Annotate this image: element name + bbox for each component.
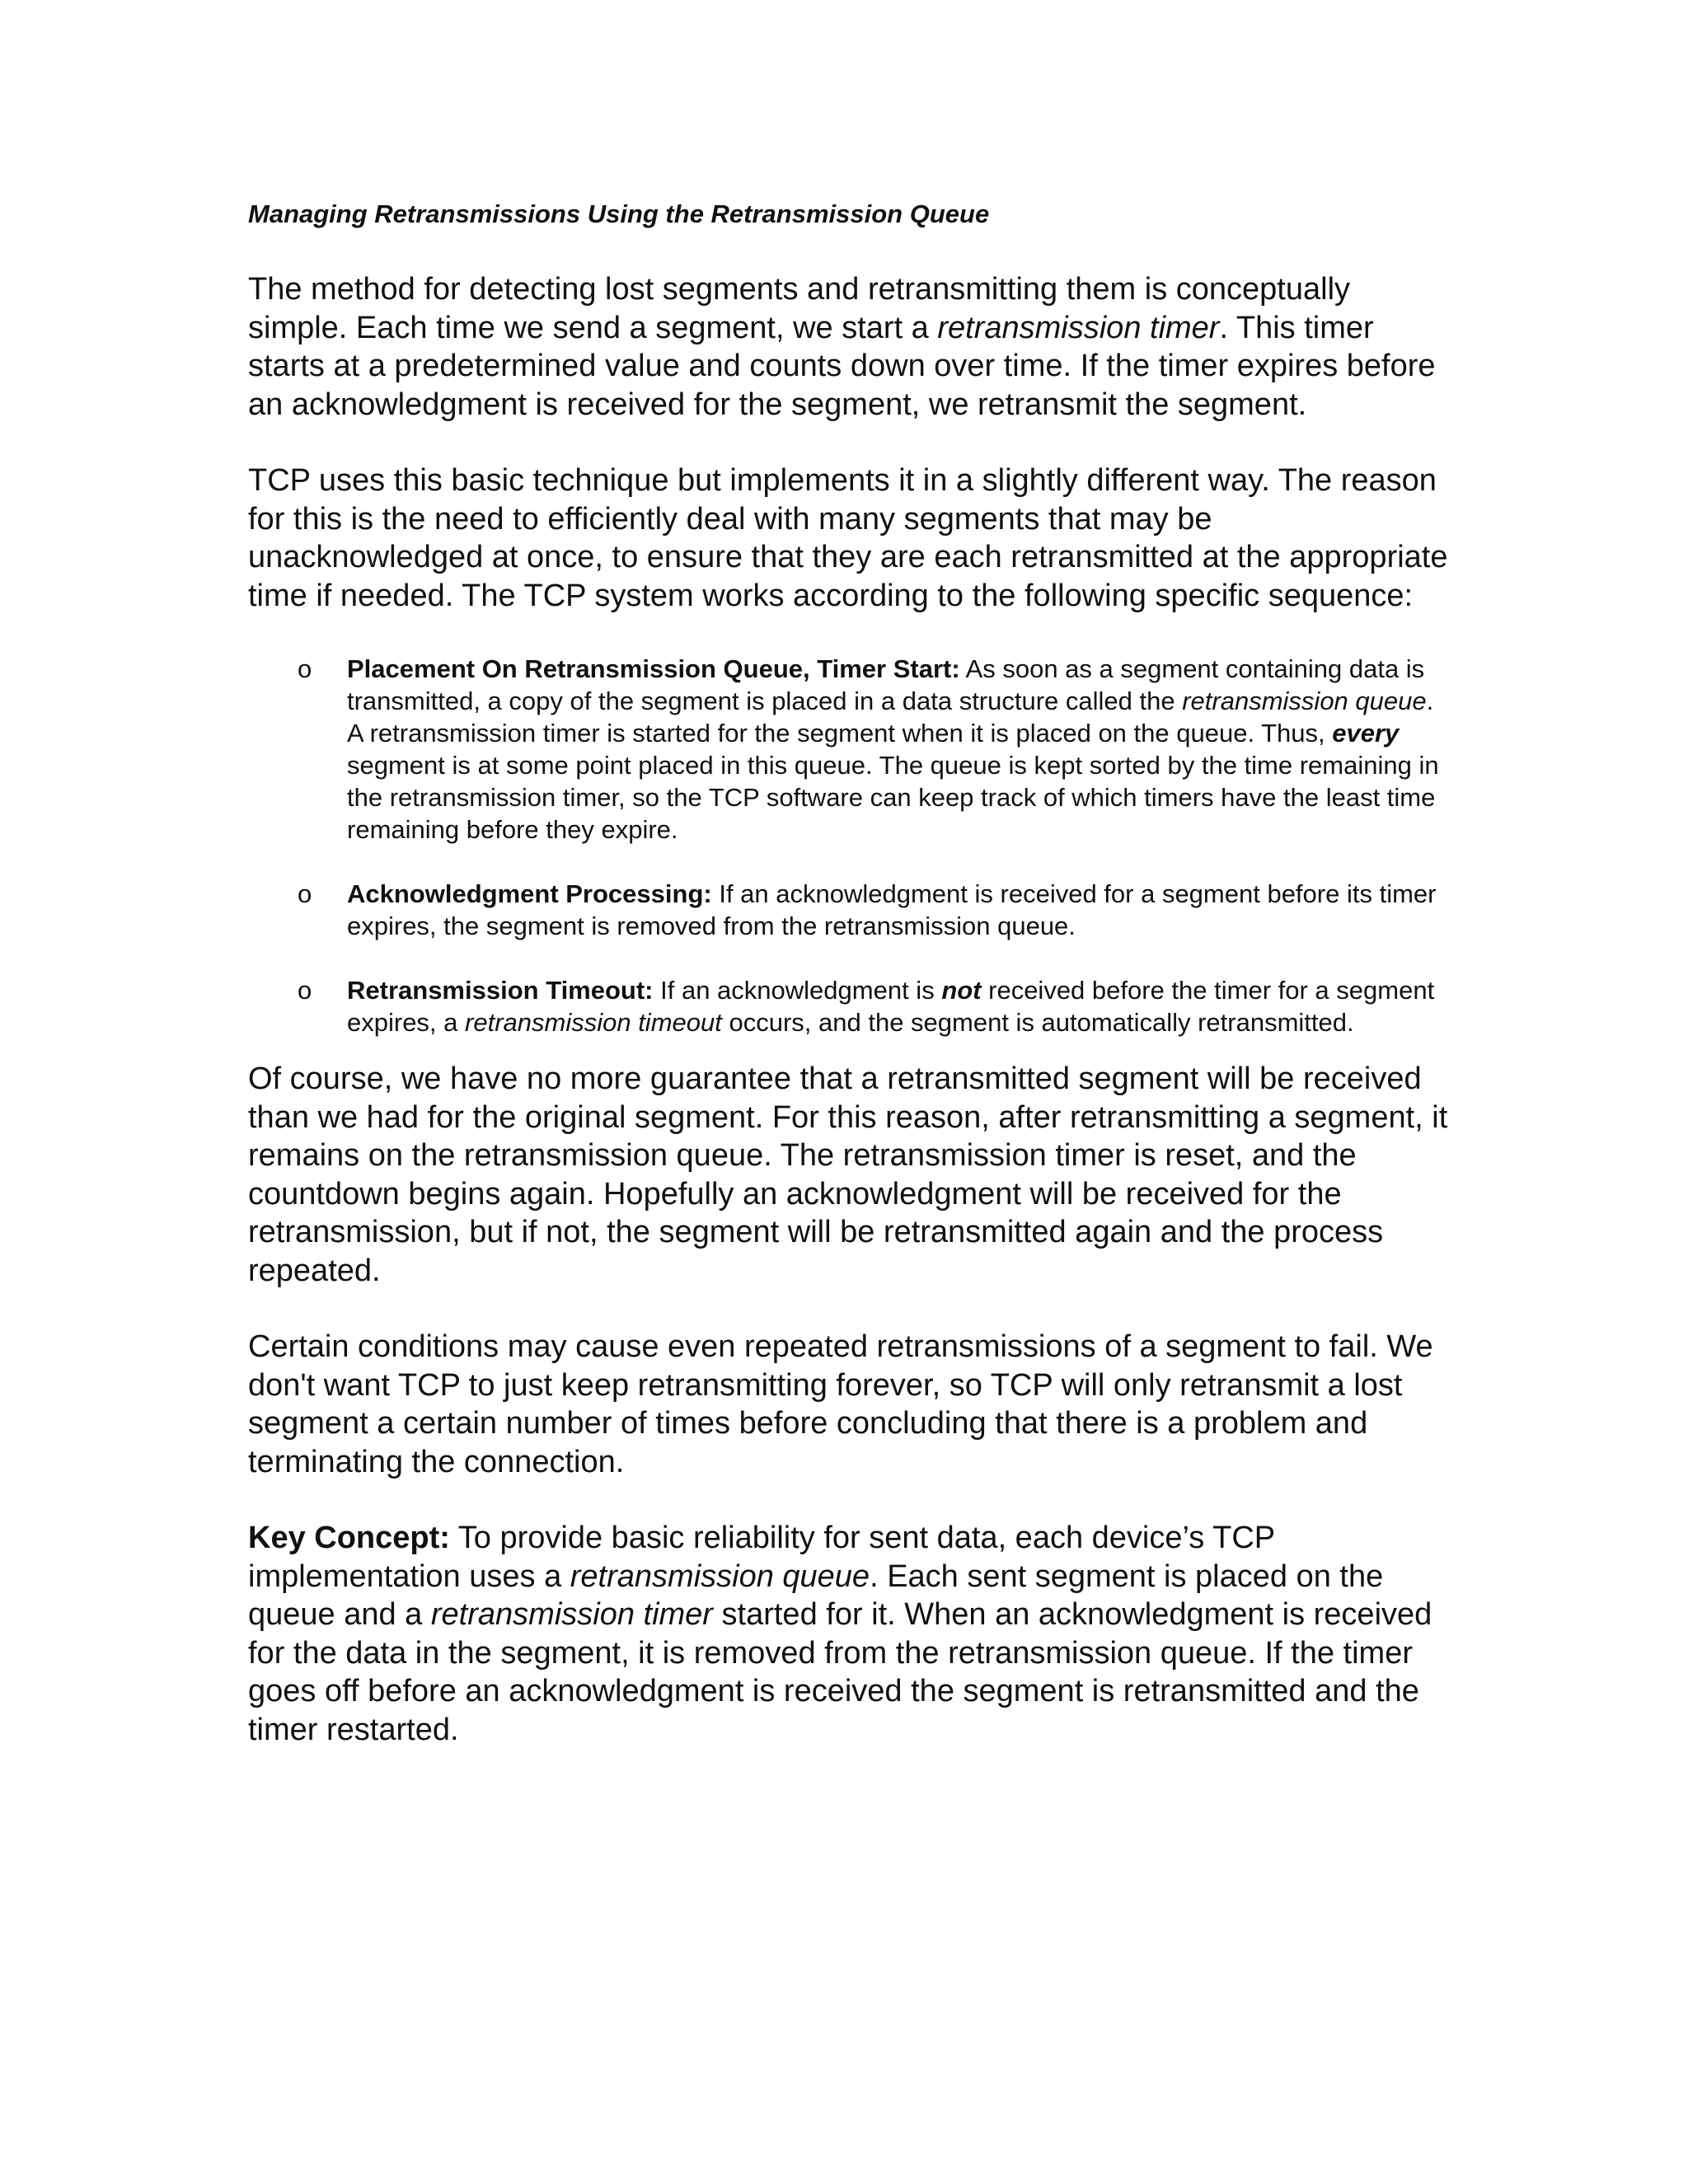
paragraph-repeated-failures: Certain conditions may cause even repeated retransmissions of a segment to fail. We don't want TCP to just keep retransmitting forever, so TCP will only retransmit a lost segment a certain number of times before concluding that there is a problem and terminating the connection. [248,1329,1433,1479]
text-run: . Each sent segment is placed on the queue and a [248,1558,1384,1632]
bullet-marker: o [298,879,312,908]
list-item-ack-processing [248,878,1451,942]
emphasis-retransmission-queue: retransmission queue [570,1558,870,1594]
emphasis-not: not [941,976,982,1005]
paragraph-retransmission-method [248,270,1451,424]
text-run: If an acknowledgment is [653,976,942,1005]
list-item-retransmission-timeout [248,974,1451,1038]
list-item-title: Retransmission Timeout: [347,976,654,1005]
emphasis-every: every [1332,719,1400,748]
text-run: received before the timer for a segment expires, a [347,976,1435,1037]
list-item-queue-placement [248,653,1451,846]
text-run: To provide basic reliability for sent data, each device’s TCP implementation uses a [248,1521,1275,1594]
document-body [248,198,1451,1749]
text-run: occurs, and the segment is automatically retransmitted. [721,1008,1354,1037]
emphasis-retransmission-timeout: retransmission timeout [465,1008,722,1037]
paragraph-tcp-technique: TCP uses this basic technique but implements it in a slightly different way. The reason for this is the need to efficiently deal with many segments that may be unacknowledged at once, to ensure that they are each retransmitted at the appropriate time if needed. The TCP system works according to the following specific sequence: [248,463,1448,613]
list-item-title: Placement On Retransmission Queue, Timer Start: [347,654,960,683]
key-concept-box [248,1519,1451,1749]
paragraph-no-guarantee: Of course, we have no more guarantee that a retransmitted segment will be received than we had for the original segment. For this reason, after retransmitting a segment, it remains on the retransmission queue. The retransmission timer is reset, and the countdown begins again. Hopefully an acknowledgment will be received for the retransmission, but if not, the segment will be retransmitted again and the process repeated. [248,1062,1448,1288]
text-run: . A retransmission timer is started for the segment when it is placed on the queue. Thus, [347,687,1434,748]
text-run: segment is at some point placed in this queue. The queue is kept sorted by the time remaining in the retransmission timer, so the TCP software can keep track of which timers have the least time remaining before they expire. [347,751,1439,844]
sequence-list [248,653,1451,1038]
text-run: As soon as a segment containing data is transmitted, a copy of the segment is placed in a data structure called the [347,654,1425,715]
list-item-title: Acknowledgment Processing: [347,879,712,908]
text-run: started for it. When an acknowledgment is received for the data in the segment, it is removed from the retransmission queue. If the timer goes off before an acknowledgment is received the segment is retransmitted and the timer restarted. [248,1597,1432,1747]
emphasis-retransmission-timer: retransmission timer [430,1597,713,1632]
text-run: . This timer starts at a predetermined value and counts down over time. If the timer expires before an acknowledgment is received for the segment, we retransmit the segment. [248,310,1436,422]
key-concept-label: Key Concept: [248,1521,450,1555]
text-run: The method for detecting lost segments and retransmitting them is conceptually simple. Each time we send a segment, we start a [248,272,1351,345]
emphasis-retransmission-queue: retransmission queue [1182,687,1427,715]
bullet-marker: o [298,654,312,683]
text-run: If an acknowledgment is received for a segment before its timer expires, the segment is removed from the retransmission queue. [347,879,1437,940]
emphasis-retransmission-timer: retransmission timer [937,310,1220,345]
section-heading: Managing Retransmissions Using the Retransmission Queue [248,199,990,228]
bullet-marker: o [298,976,312,1005]
